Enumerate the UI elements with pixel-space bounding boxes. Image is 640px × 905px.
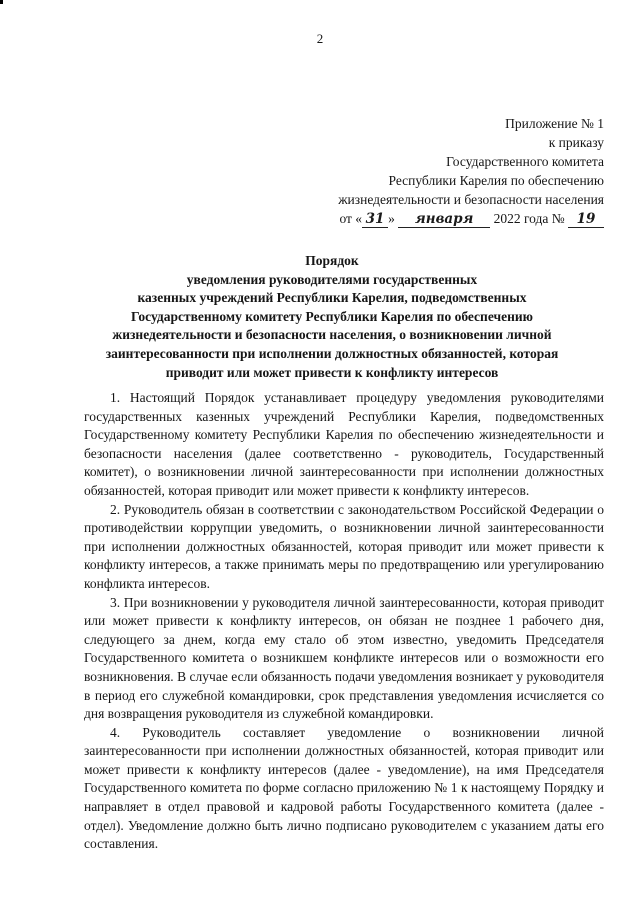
appendix-line: Государственного комитета [446,154,604,169]
title-line: жизнедеятельности и безопасности населения, о возникновении личной [112,327,552,343]
document-title [60,252,604,382]
paragraph-1: 1. Настоящий Порядок устанавливает процедуру уведомления руководителями государственных казенных учреждений Республики Карелия, подведомственных Государственному комитету Республики Карелия по обеспечению жизнедеятельности и безопасности населения (далее соответственно - руководитель, Государственный комитет), о возникновении личной заинтересованности при исполнении должностных обязанностей, которая приводит или может привести к конфликту интересов. [84,390,604,498]
order-date-mid: » [388,211,395,226]
title-line: Государственному комитету Республики Карелия по обеспечению [131,308,533,324]
title-line: приводит или может привести к конфликту интересов [165,364,499,380]
appendix-header [274,114,604,228]
page-edge-mark [0,0,3,4]
paragraph-2: 2. Руководитель обязан в соответствии с законодательством Российской Федерации о противодействии коррупции уведомить, о возникновении личной заинтересованности при исполнении должностных обязанностей, которая приводит или может привести к конфликту интересов, а также принимать меры по предотвращению или урегулированию конфликта интересов. [84,501,604,591]
title-line: казенных учреждений Республики Карелия, подведомственных [137,290,527,306]
title-line: заинтересованности при исполнении должностных обязанностей, которая [105,345,559,361]
document-body [84,389,604,854]
order-day-handwritten: 31 [362,211,388,228]
appendix-line: жизнедеятельности и безопасности населения [338,192,604,207]
page-number: 2 [316,31,324,46]
order-year: 2022 года № [493,211,565,226]
appendix-line: Республики Карелия по обеспечению [388,173,604,188]
order-date-line [274,209,604,228]
order-month-handwritten: января [398,211,490,228]
appendix-line: к приказу [548,135,604,150]
order-date-prefix: от « [339,211,363,226]
paragraph-4: 4. Руководитель составляет уведомление о возникновении личной заинтересованности при исполнении должностных обязанностей, которая приводит или может привести к конфликту интересов (далее - уведомление), на имя Председателя Государственного комитета по форме согласно приложению № 1 к настоящему Порядку и направляет в отдел правовой и кадровой работы Государственного комитета (далее - отдел). Уведомление должно быть лично подписано руководителем с указанием даты его составления. [84,724,604,852]
appendix-line: Приложение № 1 [505,116,604,131]
title-line: уведомления руководителями государственных [186,271,478,287]
paragraph-3: 3. При возникновении у руководителя личной заинтересованности, которая приводит или может привести к конфликту интересов, он обязан не позднее 1 рабочего дня, следующего за днем, когда ему стало об этом известно, уведомить Председателя Государственного комитета о возникшем конфликте интересов или о возможности его возникновения. В случае если обязанность подачи уведомления возникает у руководителя в период его служебной командировки, срок представления уведомления исчисляется со дня возвращения руководителя из служебной командировки. [84,594,604,722]
title-line: Порядок [305,253,359,268]
order-number-handwritten: 19 [568,211,604,228]
